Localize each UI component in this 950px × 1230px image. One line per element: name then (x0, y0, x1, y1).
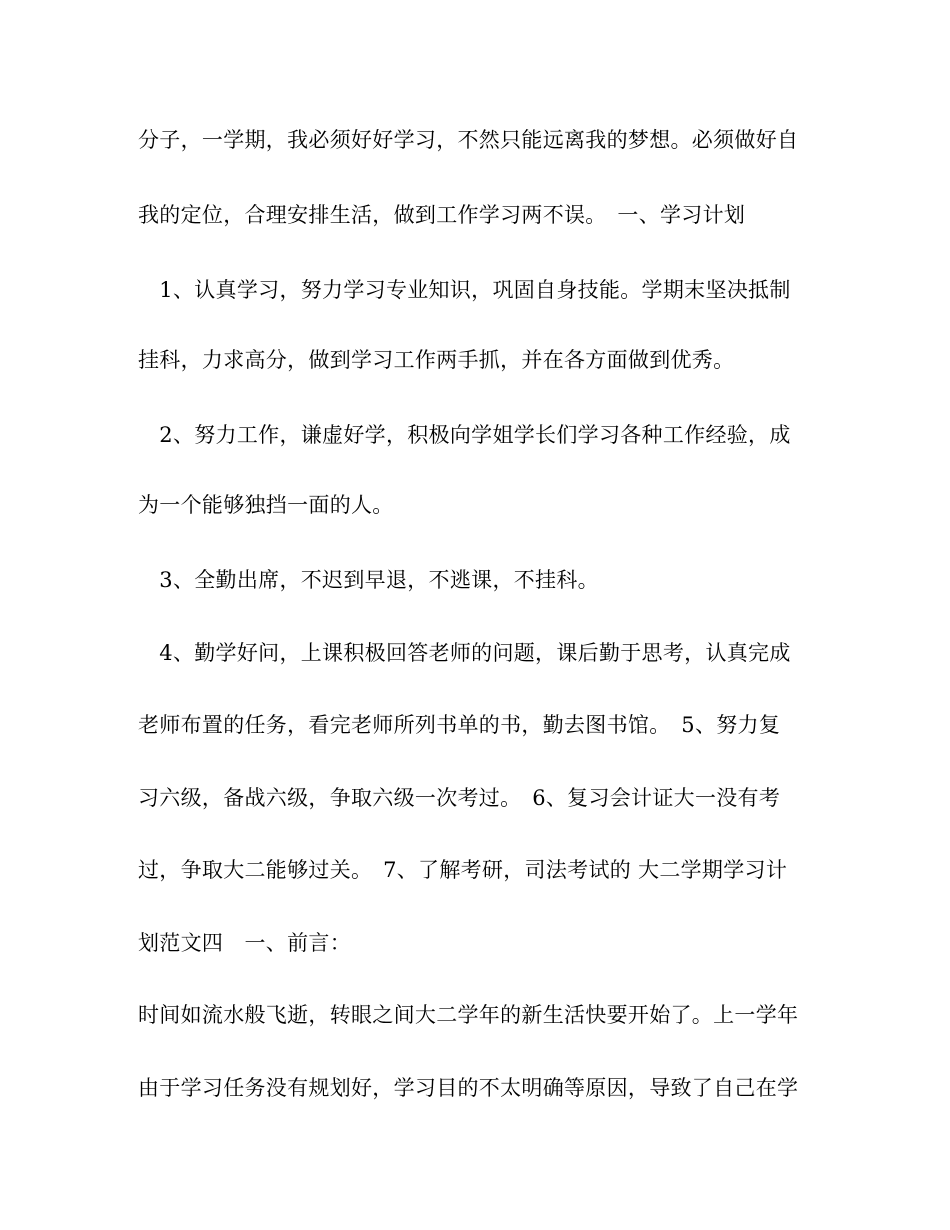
text-line-2: 我的定位，合理安排生活，做到工作学习两不误。 一、学习计划 (138, 203, 746, 227)
text-line-7: 3、全勤出席，不迟到早退，不逃课，不挂科。 (138, 568, 599, 592)
text-line-11: 过，争取大二能够过关。 7、了解考研，司法考试的 大二学期学习计 (138, 858, 788, 882)
text-line-10: 习六级，备战六级，争取六级一次考过。 6、复习会计证大一没有考 (138, 786, 781, 810)
text-line-13: 时间如流水般飞逝，转眼之间大二学年的新生活快要开始了。上一学年 (138, 1003, 799, 1027)
text-line-3: 1、认真学习，努力学习专业知识，巩固自身技能。学期末坚决抵制 (138, 278, 791, 302)
text-line-6: 为一个能够独挡一面的人。 (138, 493, 394, 517)
text-line-9: 老师布置的任务，看完老师所列书单的书，勤去图书馆。 5、努力复 (138, 713, 781, 737)
text-line-4: 挂科，力求高分，做到学习工作两手抓，并在各方面做到优秀。 (138, 348, 735, 372)
text-line-8: 4、勤学好问，上课积极回答老师的问题，课后勤于思考，认真完成 (138, 641, 791, 665)
text-line-12: 划范文四 一、前言： (138, 931, 351, 955)
text-line-1: 分子，一学期，我必须好好学习，不然只能远离我的梦想。必须做好自 (138, 128, 799, 152)
text-line-5: 2、努力工作，谦虚好学，积极向学姐学长们学习各种工作经验，成 (138, 423, 791, 447)
text-line-14: 由于学习任务没有规划好，学习目的不太明确等原因，导致了自己在学 (138, 1076, 799, 1100)
